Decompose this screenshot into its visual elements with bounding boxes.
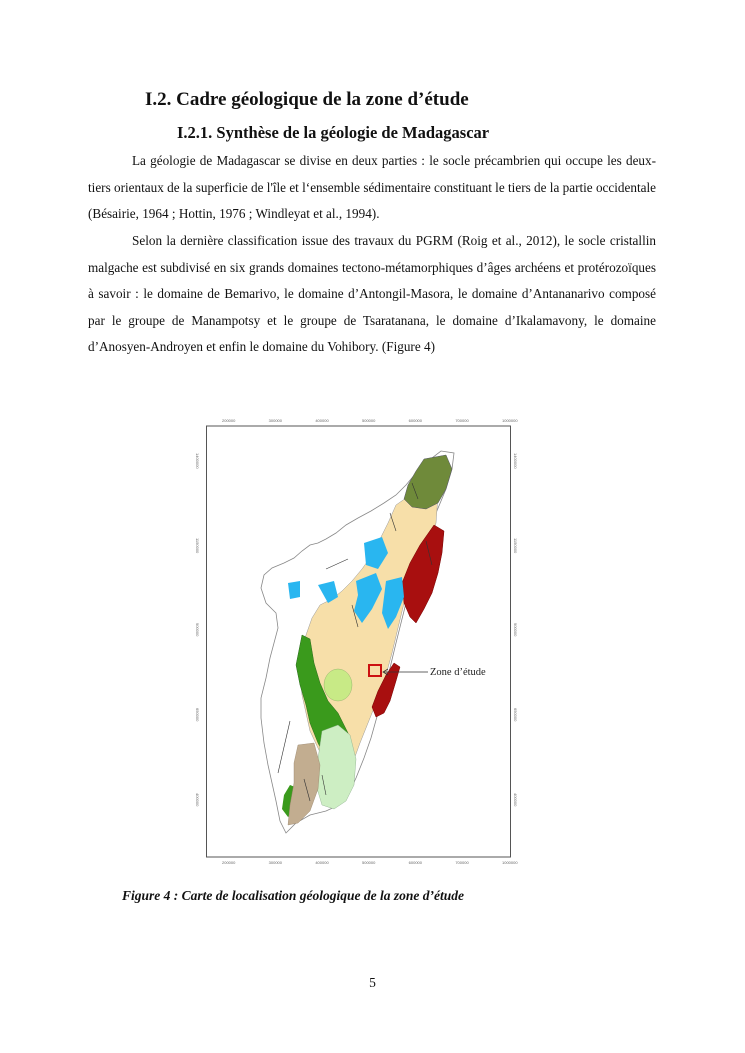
section-heading: I.2. Cadre géologique de la zone d’étude: [145, 89, 469, 110]
y-tick-label: 1150000: [195, 538, 200, 554]
y-tick-label: 900000: [195, 623, 200, 637]
y-tick-label: 400000: [195, 793, 200, 807]
y-tick-label: 650000: [513, 708, 518, 722]
paragraph-geology-overview: [88, 148, 656, 228]
page-number: 5: [369, 975, 376, 990]
x-tick-label: 1000000: [502, 418, 518, 423]
y-tick-label: 1400000: [513, 453, 518, 469]
manampotsy-unit-5: [288, 581, 300, 599]
x-tick-label: 500000: [362, 860, 376, 865]
x-tick-label: 200000: [222, 418, 236, 423]
itremo-unit: [324, 669, 352, 701]
x-tick-label: 400000: [315, 860, 329, 865]
paragraph-2-text: Selon la dernière classification issue des travaux du PGRM (Roig et al., 2012), le socle cristallin malgache est subdivisé en six grands domaines tectono-métamorphiques d’âges archéens et protérozoïques à savoir : le domaine de Bemarivo, le domaine d’Antongil-Masora, le domaine d’Antananarivo composé par le groupe de Manampotsy et le groupe de Tsaratanana, le domaine d’Ikalamavony, le domaine d’Anosyen-Androyen et enfin le domaine du Vohibory. (Figure 4): [88, 233, 656, 355]
y-tick-labels-right: [513, 453, 518, 807]
x-tick-label: 300000: [268, 418, 283, 423]
y-tick-label: 650000: [195, 708, 200, 722]
x-tick-label: 600000: [408, 860, 423, 865]
x-tick-label: 700000: [455, 860, 469, 865]
paragraph-domains: [88, 228, 656, 361]
x-tick-label: 500000: [362, 418, 376, 423]
y-tick-label: 900000: [513, 623, 518, 637]
x-tick-label: 200000: [222, 860, 236, 865]
study-zone-label: Zone d’étude: [430, 667, 486, 678]
x-tick-label: 400000: [315, 418, 329, 423]
figure-caption: Figure 4 : Carte de localisation géologique de la zone d’étude: [122, 888, 464, 903]
x-tick-label: 600000: [408, 418, 423, 423]
x-tick-label: 700000: [455, 418, 469, 423]
geological-map-figure: [195, 413, 518, 865]
x-tick-label: 1000000: [502, 860, 518, 865]
x-tick-labels-top: [222, 418, 518, 423]
y-tick-label: 1150000: [513, 538, 518, 554]
y-tick-label: 400000: [513, 793, 518, 807]
x-tick-label: 300000: [268, 860, 283, 865]
subsection-heading: I.2.1. Synthèse de la géologie de Madagascar: [177, 123, 490, 142]
y-tick-labels-left: [195, 453, 200, 807]
paragraph-1-text: La géologie de Madagascar se divise en deux parties : le socle précambrien qui occupe les deux-tiers orientaux de la superficie de l'île et l‘ensemble sédimentaire constituant le tiers de la partie occidentale (Bésairie, 1964 ; Hottin, 1976 ; Windleyat et al., 1994).: [88, 153, 656, 222]
x-tick-labels-bottom: [222, 860, 518, 865]
y-tick-label: 1400000: [195, 453, 200, 469]
